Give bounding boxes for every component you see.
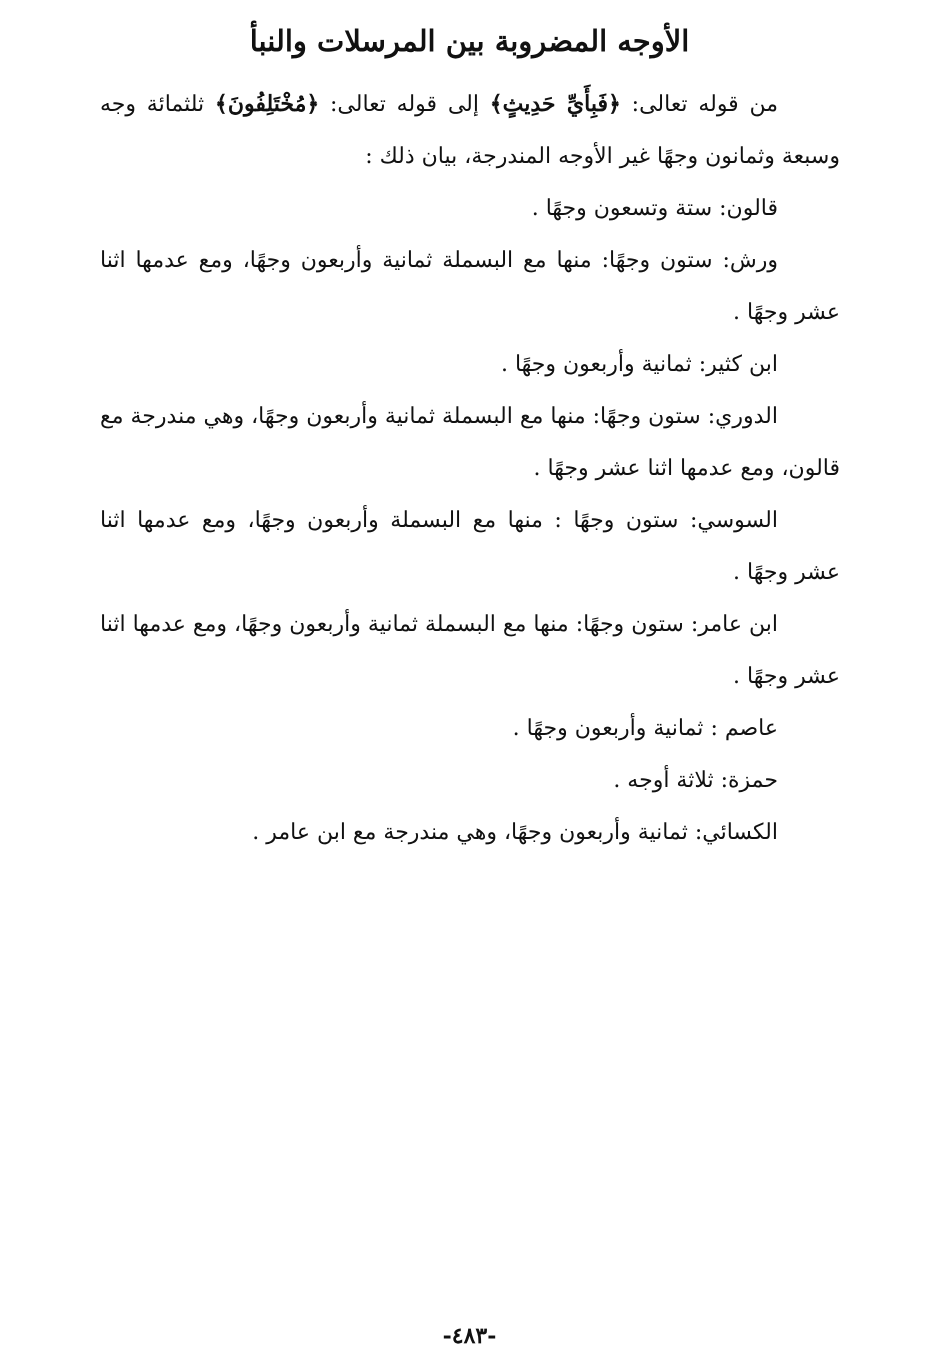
entry-label: قالون: [719, 196, 778, 221]
entry-ibn-kathir [100, 339, 840, 391]
entry-text: ستون وجهًا : منها مع البسملة وأربعون وجهًا، ومع عدمها اثنا عشر وجهًا . [100, 508, 840, 585]
entry-text: ثمانية وأربعون وجهًا، وهي مندرجة مع ابن عامر . [252, 820, 695, 845]
entry-label: الدوري: [707, 404, 778, 429]
page-title: الأوجه المضروبة بين المرسلات والنبأ [249, 24, 690, 58]
entry-text: ستة وتسعون وجهًا . [531, 196, 720, 221]
entry-al-susi [100, 495, 840, 599]
entry-label: عاصم : [710, 716, 778, 741]
page-number: -٤٨٣- [442, 1323, 497, 1349]
entry-label: ابن كثير: [698, 352, 778, 377]
entry-label: السوسي: [690, 508, 778, 533]
entry-text: ثلاثة أوجه . [613, 768, 721, 793]
entry-ibn-amir [100, 599, 840, 703]
entry-label: حمزة: [720, 768, 778, 793]
intro-between-quotes: إلى قوله تعالى: [319, 92, 490, 117]
entry-qalun [100, 183, 840, 235]
entry-label: ورش: [722, 248, 778, 273]
entry-label: ابن عامر: [690, 612, 778, 637]
intro-before-quote: من قوله تعالى: [620, 92, 778, 117]
entry-al-kisai [100, 807, 840, 859]
entry-text: ستون وجهًا: منها مع البسملة ثمانية وأربعون وجهًا، ومع عدمها اثنا عشر وجهًا . [100, 612, 840, 689]
quran-quote-1: ﴿فَبِأَيِّ حَدِيثٍ﴾ [489, 91, 621, 117]
entry-label: الكسائي: [694, 820, 778, 845]
entry-text: ثمانية وأربعون وجهًا . [500, 352, 699, 377]
body-text [100, 78, 840, 859]
quran-quote-2: ﴿مُخْتَلِفُونَ﴾ [214, 91, 320, 117]
entry-text: ثمانية وأربعون وجهًا . [512, 716, 711, 741]
entry-text: ستون وجهًا: منها مع البسملة ثمانية وأربعون وجهًا، ومع عدمها اثنا عشر وجهًا . [100, 248, 840, 325]
entry-warsh [100, 235, 840, 339]
entry-text: ستون وجهًا: منها مع البسملة ثمانية وأربعون وجهًا، وهي مندرجة مع قالون، ومع عدمها اثنا عشر وجهًا . [100, 404, 840, 481]
intro-after-quote: ثلثمائة وجه وسبعة وثمانون وجهًا غير الأوجه المندرجة، بيان ذلك : [100, 92, 840, 169]
entry-al-duri [100, 391, 840, 495]
entry-asim [100, 703, 840, 755]
entry-hamza [100, 755, 840, 807]
intro-paragraph [100, 78, 840, 183]
